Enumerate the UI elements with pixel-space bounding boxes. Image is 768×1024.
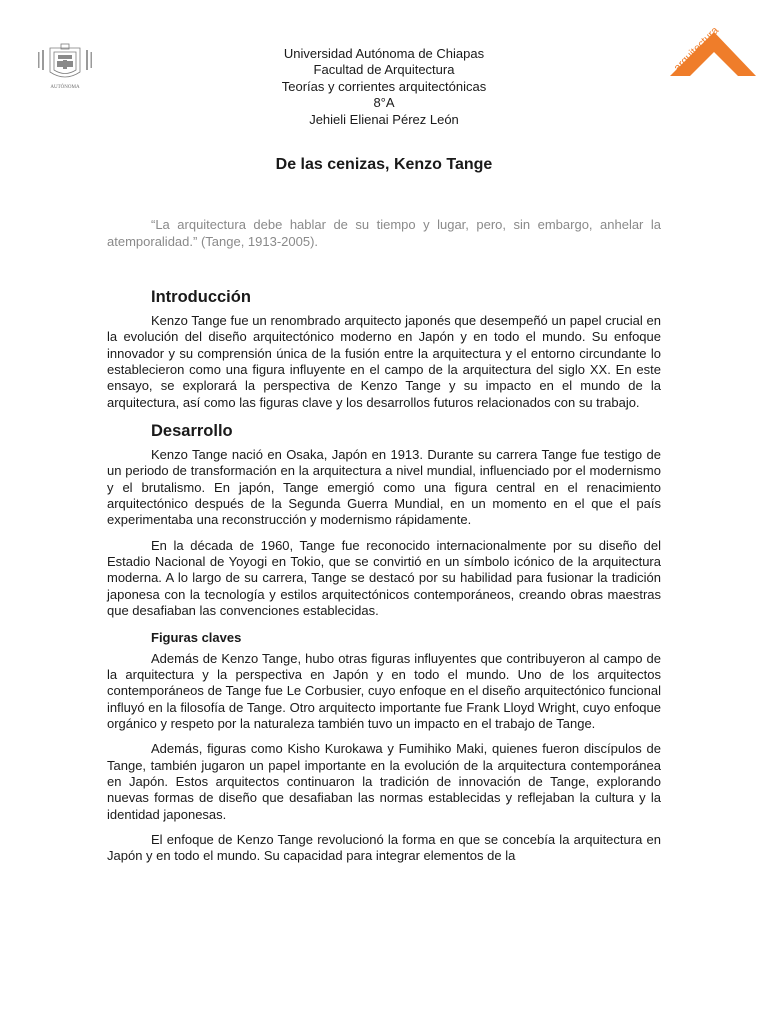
author-name: Jehieli Elienai Pérez León	[309, 111, 459, 127]
semester-group: 8°A	[373, 95, 395, 111]
course-name: Teorías y corrientes arquitectónicas	[281, 78, 487, 94]
document-title: De las cenizas, Kenzo Tange	[275, 156, 493, 173]
paragraph-desarrollo-2: En la década de 1960, Tange fue reconocido internacionalmente por su diseño del Estadio Nacional de Yoyogi en Tokio, que se convirtió en un símbolo icónico de la arquitectura moderna. A lo largo de su carrera, Tange se destacó por su habilidad para fusionar la tradición japonesa con la tecnología y estilos arquitectónicos contemporáneos, creando obras maestras que desafiaban las convenciones establecidas.	[107, 537, 661, 619]
paragraph-desarrollo-1: Kenzo Tange nació en Osaka, Japón en 1913. Durante su carrera Tange fue testigo de un periodo de transformación en la arquitectura a nivel mundial, influenciado por el modernismo y el brutalismo. En japón, Tange emergió como una figura central en el renacimiento arquitectónico después de la Segunda Guerra Mundial, en un momento en el que el país experimentaba una reconstrucción y modernismo rápidamente.	[107, 447, 661, 528]
heading-figuras-claves: Figuras claves	[151, 629, 242, 645]
paragraph-figuras-3: El enfoque de Kenzo Tange revolucionó la forma en que se concebía la arquitectura en Japón y en todo el mundo. Su capacidad para integrar elementos de la	[107, 831, 661, 864]
document-header	[200, 46, 568, 128]
arquitectura-logo-text: arquitectura	[671, 24, 722, 75]
arquitectura-logo	[664, 24, 760, 80]
heading-desarrollo: Desarrollo	[151, 422, 233, 441]
heading-introduccion: Introducción	[151, 288, 251, 306]
paragraph-intro-1: Kenzo Tange fue un renombrado arquitecto japonés que desempeñó un papel crucial en la evolución del diseño arquitectónico moderno en Japón y en todo el mundo. Su enfoque innovador y su comprensión única de la fusión entre la arquitectura y el entorno circundante lo establecieron como una figura influyente en el campo de la arquitectura del siglo XX. En este ensayo, se explorará la perspectiva de Kenzo Tange y su impacto en el mundo de la arquitectura, así como las figuras clave y los desarrollos futuros relacionados con su trabajo.	[107, 313, 661, 410]
university-seal-logo	[36, 42, 94, 90]
seal-text: AUTÓNOMA	[50, 85, 80, 90]
epigraph-quote: “La arquitectura debe hablar de su tiempo y lugar, pero, sin embargo, anhelar la atemporalidad.” (Tange, 1913-2005).	[107, 217, 661, 249]
paragraph-figuras-1: Además de Kenzo Tange, hubo otras figuras influyentes que contribuyeron al campo de la arquitectura y la perspectiva en Japón y en todo el mundo. Uno de los arquitectos contemporáneos de Tange fue Le Corbusier, cuyo enfoque en el diseño arquitectónico funcional influyó en la filosofía de Tange. Otro arquitecto importante fue Frank Lloyd Wright, cuyo enfoque orgánico y respeto por la naturaleza también tuvo un impacto en el trabajo de Tange.	[107, 650, 661, 731]
university-name: Universidad Autónoma de Chiapas	[283, 46, 485, 61]
document-body	[107, 286, 661, 874]
faculty-name: Facultad de Arquitectura	[313, 62, 455, 78]
paragraph-figuras-2: Además, figuras como Kisho Kurokawa y Fumihiko Maki, quienes fueron discípulos de Tange, también jugaron un papel importante en la evolución de la arquitectura contemporánea en Japón. Estos arquitectos continuaron la tradición de innovación de Tange, explorando nuevas formas de diseño que desafiaban las normas establecidas y reflejaban la cultura y la identidad japonesas.	[107, 741, 661, 822]
